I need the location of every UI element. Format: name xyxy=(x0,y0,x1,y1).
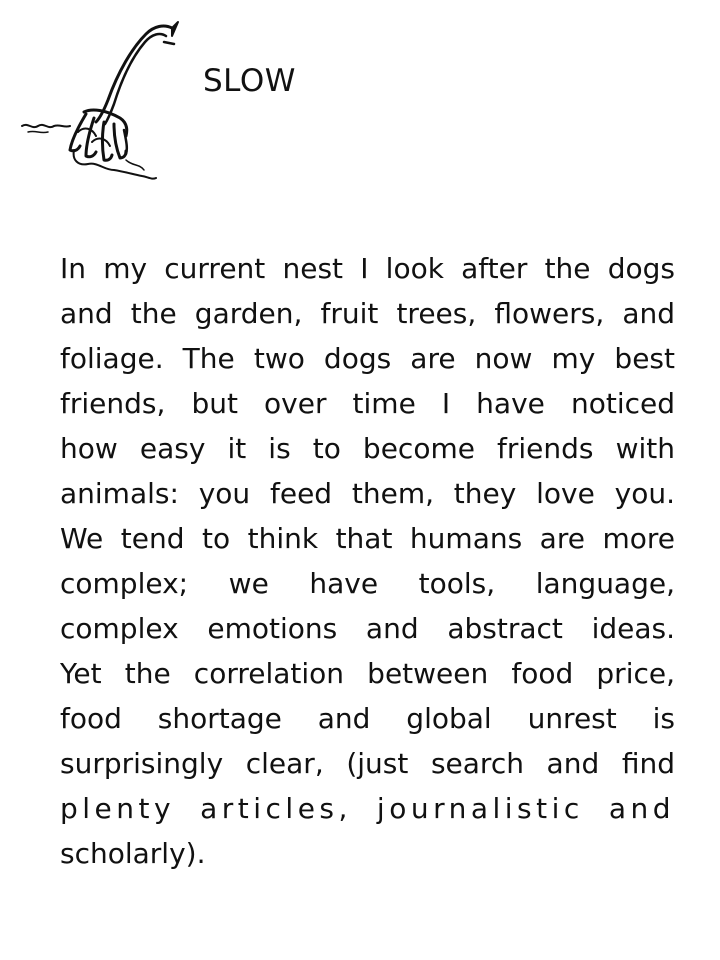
paragraph-line: how easy it is to become friends with xyxy=(60,432,675,465)
paragraph-line: In my current nest I look after the dogs xyxy=(60,252,675,285)
paragraph-line: Yet the correlation between food price, xyxy=(60,657,675,690)
paragraph-line: surprisingly clear, (just search and find xyxy=(60,747,675,780)
paragraph-line: complex emotions and abstract ideas. xyxy=(60,612,675,645)
paragraph-line: animals: you feed them, they love you. xyxy=(60,477,675,510)
paragraph-line: We tend to think that humans are more xyxy=(60,522,675,555)
paragraph-line: food shortage and global unrest is xyxy=(60,702,675,735)
paragraph-line: scholarly). xyxy=(60,837,206,870)
paragraph-line: and the garden, fruit trees, flowers, and xyxy=(60,297,675,330)
paragraph-line: plenty articles, journalistic and xyxy=(60,792,675,825)
paragraph-line: friends, but over time I have noticed xyxy=(60,387,675,420)
paragraph-line: foliage. The two dogs are now my best xyxy=(60,342,675,375)
garden-fork-icon xyxy=(14,14,194,189)
page-title: SLOW xyxy=(203,63,296,99)
paragraph-line: complex; we have tools, language, xyxy=(60,567,675,600)
body-paragraph xyxy=(60,246,675,876)
